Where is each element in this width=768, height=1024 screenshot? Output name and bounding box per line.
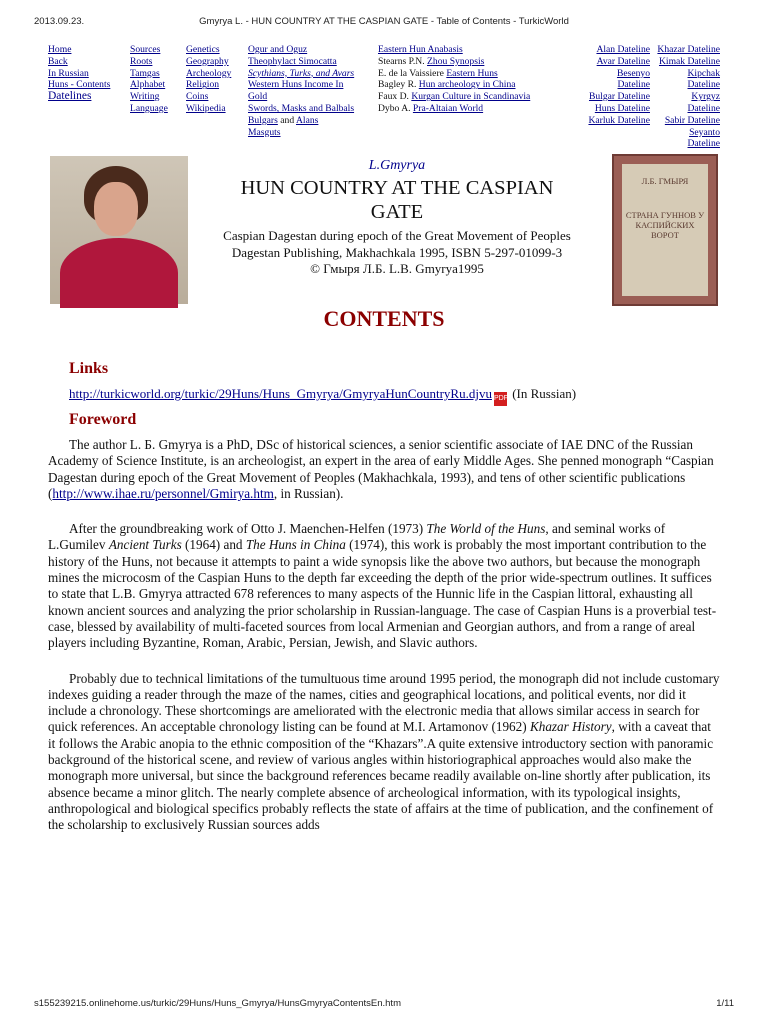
nav-kimak-dateline-link[interactable]: Kimak Dateline [658,55,720,67]
p1-text-a: The author L. Б. Gmyrya is a PhD, DSc of historical sciences, a senior scientific associate of IAE DNC of the Russian Academy of Science Institute, is an archeologist, an expert in the area of early Middle Ages. She penned monograph “Caspian Dagestan during epoch of the Great Movement of Peoples (Makhachkala, 1993), and tens of other scientific publications ( [48,437,714,501]
nav-author-bagley: Bagley R. [378,79,417,91]
nav-author-vaissiere: E. de la Vaissiere [378,67,444,79]
nav-seyanto-dateline-link-cont[interactable]: Dateline [687,138,720,150]
hero-text [188,158,606,278]
nav-and-text: and [280,114,295,126]
book-cover-author: Л.Б. ГМЫРЯ [641,176,689,186]
nav-column-datelines-1 [588,44,650,127]
nav-roots-link[interactable]: Roots [130,55,153,67]
print-date: 2013.09.23. [34,16,85,27]
nav-bulgars-link[interactable]: Bulgars [248,114,278,126]
nav-khazar-dateline-link[interactable]: Khazar Dateline [657,44,720,55]
p3-title-khazar-history: Khazar History [529,719,612,735]
nav-tamgas-link[interactable]: Tamgas [130,67,160,79]
nav-seyanto-dateline-link[interactable]: Seyanto [689,126,720,138]
nav-ogur-oguz-link[interactable]: Ogur and Oguz [248,44,308,55]
nav-kurgan-culture-link[interactable]: Kurgan Culture in Scandinavia [411,91,531,103]
nav-column-main [48,44,110,103]
paragraph-1 [48,437,720,502]
book-title [188,176,606,224]
book-title-line-2: GATE [370,201,424,223]
nav-western-huns-link[interactable]: Western Huns Income In [248,79,344,91]
nav-zhou-synopsis-link[interactable]: Zhou Synopsis [427,55,485,67]
nav-eastern-hun-anabasis-link[interactable]: Eastern Hun Anabasis [378,44,463,55]
nav-karluk-dateline-link[interactable]: Karluk Dateline [588,114,650,126]
nav-religion-link[interactable]: Religion [186,79,220,91]
nav-back-link[interactable]: Back [48,55,68,67]
nav-author-faux: Faux D. [378,91,409,103]
p1-text-b: , in Russian). [273,485,344,501]
nav-language-link[interactable]: Language [130,102,168,114]
nav-column-genetics [186,44,231,115]
nav-kyrgyz-dateline-link[interactable]: Kyrgyz [691,91,720,103]
nav-hun-archeology-link[interactable]: Hun archeology in China [418,79,516,91]
nav-column-topics [248,44,354,138]
paragraph-3 [48,671,720,834]
russian-version-link-line [69,386,576,406]
publisher-line: Dagestan Publishing, Makhachkala 1995, ISBN 5-297-01099-3 [231,244,563,260]
links-heading: Links [69,360,109,377]
nav-theophylact-link[interactable]: Theophylact Simocatta [248,55,337,67]
p3-text-b: , with a caveat that it follows the Arabic anopia to the ethnic composition of the “Khazars”.A quite extensive introductory section with panoramic background of the historical scene, and review of various angles within historiographical approaches would also make the monograph more universal, but since the background references became readily available on-line shortly after publication, its absence became a minor glitch. The nearly complete absence of archeological information, with its typological insights, anthropological and biological specifics probably reflects the state of affairs at the time of publication, and the confinement of the scholarship to exclusively Russian sources adds [48,719,714,833]
nav-besenyo-dateline-link[interactable]: Besenyo [616,67,650,79]
author-photo [50,156,188,304]
nav-geography-link[interactable]: Geography [186,55,229,67]
nav-masguts-link[interactable]: Masguts [248,126,281,138]
nav-avar-dateline-link[interactable]: Avar Dateline [596,55,650,67]
nav-author-stearns: Stearns P.N. [378,55,425,67]
foreword-body [48,437,720,853]
p2-text-b: , and seminal works of L.Gumilev [48,521,666,553]
nav-kipchak-dateline-link-cont[interactable]: Dateline [687,79,720,91]
book-title-line-1: HUN COUNTRY AT THE CASPIAN [240,177,554,199]
p3-text-a: Probably due to technical limitations of the tumultuous time around 1995 period, the monograph did not include customary indexes guiding a reader through the maze of the names, cities and geographical locations, and political events, nor did it include a chronology. These shortcomings are ameliorated with the electronic media that allows similar access in search for quick references. An acceptable chronology listing can be found at M.I. Artamonov (1962) [48,670,720,735]
nav-coins-link[interactable]: Coins [186,91,209,103]
copyright-line: © Гмыря Л.Б. L.B. Gmyrya1995 [310,261,484,276]
nav-bulgar-dateline-link[interactable]: Bulgar Dateline [588,91,650,103]
nav-writing-link[interactable]: Writing [130,91,160,103]
russian-version-link[interactable]: http://turkicworld.org/turkic/29Huns/Huns_Gmyrya/GmyryaHunCountryRu.djvu [69,386,492,401]
nav-kyrgyz-dateline-link-cont[interactable]: Dateline [687,102,720,114]
book-cover-title: СТРАНА ГУННОВ У КАСПИЙСКИХ ВОРОТ [625,210,705,240]
nav-huns-contents-link[interactable]: Huns - Contents [48,79,111,91]
link-suffix: (In Russian) [512,386,577,401]
book-cover-image [612,154,718,306]
print-url: s155239215.onlinehome.us/turkic/29Huns/Huns_Gmyrya/HunsGmyryaContentsEn.htm [34,998,401,1009]
pdf-icon[interactable]: PDF [494,392,507,406]
nav-alphabet-link[interactable]: Alphabet [130,79,166,91]
p2-text-d: (1974), this work is probably the most important contribution to the history of the Huns, not because it attempts to paint a wide synopsis like the above two authors, but because the monograph mines the microcosm of the Caspian Huns to the depth far exceeding the depth of the prior wide-spectrum outlines. It suffices to state that L.B. Gmyrya attracted 678 references to many aspects of the Hunnic life in the Caspian littoral, exhausting all known ancient sources and analyzing the prior scholarship in Russian-language. The case of Caspian Huns is a proverbial test-case, blessed by availability of multi-faceted sources from local Armenian and Georgian authors, and from a range of areal players including Byzantine, Roman, Arabic, Persian, Jewish, and Slavic authors. [48,537,717,651]
contents-heading: CONTENTS [323,306,445,331]
nav-in-russian-link[interactable]: In Russian [48,67,89,79]
nav-scythians-link[interactable]: Scythians, Turks, and Avars [248,67,355,79]
nav-huns-dateline-link[interactable]: Huns Dateline [594,102,650,114]
ihae-personnel-link[interactable]: http://www.ihae.ru/personnel/Gmirya.htm [52,485,274,501]
nav-home-link[interactable]: Home [48,44,72,55]
paragraph-2 [48,521,720,651]
nav-archeology-link[interactable]: Archeology [186,67,232,79]
nav-alans-link[interactable]: Alans [296,114,319,126]
hero-section [48,152,720,312]
subtitle-line-1: Caspian Dagestan during epoch of the Great Movement of Peoples [223,228,571,243]
nav-swords-link[interactable]: Swords, Masks and Balbals [248,102,355,114]
nav-column-sources [130,44,168,115]
nav-sources-link[interactable]: Sources [130,44,161,55]
nav-datelines-link[interactable]: Datelines [48,90,92,103]
print-footer [34,998,734,1012]
print-header [34,16,734,30]
author-name: L.Gmyrya [368,158,426,173]
p2-title-huns-in-china: The Huns in China [245,537,346,553]
page-number: 1/11 [716,998,734,1009]
nav-sabir-dateline-link[interactable]: Sabir Dateline [664,114,720,126]
nav-column-references [378,44,530,115]
p2-text-a: After the groundbreaking work of Otto J. Maenchen-Helfen (1973) [69,521,427,537]
nav-author-dybo: Dybo A. [378,102,411,114]
nav-pra-altaian-link[interactable]: Pra-Altaian World [412,102,484,114]
nav-alan-dateline-link[interactable]: Alan Dateline [596,44,650,55]
book-subtitle [188,228,606,278]
nav-besenyo-dateline-link-cont[interactable]: Dateline [617,79,650,91]
foreword-heading: Foreword [69,411,137,428]
p2-title-ancient-turks: Ancient Turks [108,537,182,553]
nav-western-huns-link-cont[interactable]: Gold [248,91,268,103]
nav-eastern-huns-link[interactable]: Eastern Huns [446,67,498,79]
print-title: Gmyrya L. - HUN COUNTRY AT THE CASPIAN GATE - Table of Contents - TurkicWorld [199,16,569,27]
p2-text-c: (1964) and [181,537,246,553]
nav-genetics-link[interactable]: Genetics [186,44,220,55]
nav-column-datelines-2 [657,44,720,150]
nav-kipchak-dateline-link[interactable]: Kipchak [687,67,720,79]
nav-wikipedia-link[interactable]: Wikipedia [186,102,226,114]
p2-title-world-of-huns: The World of the Huns [426,521,546,537]
